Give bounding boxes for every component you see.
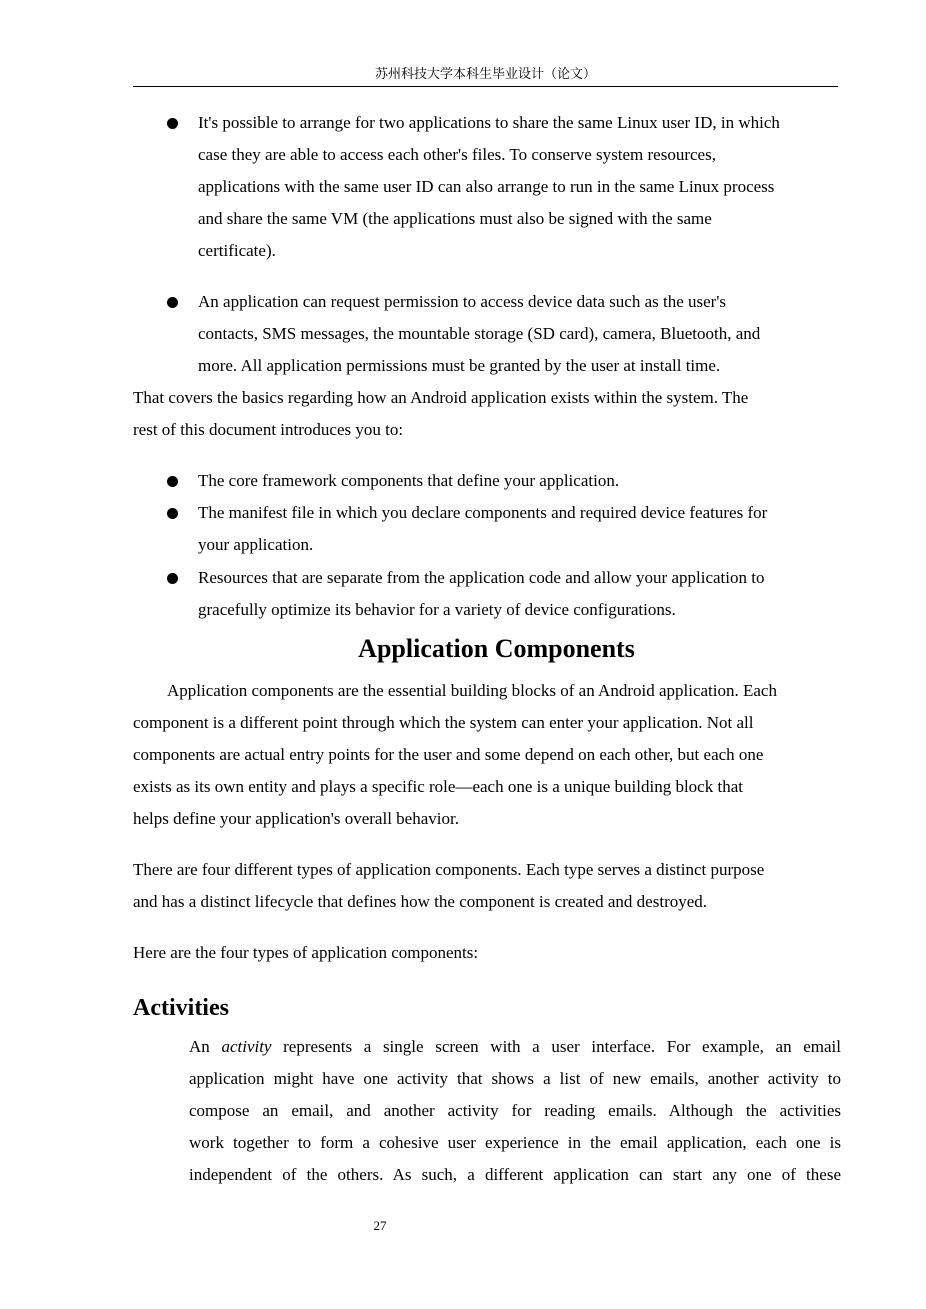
paragraph-line: and has a distinct lifecycle that defines how the component is created and destroyed. <box>133 892 708 911</box>
paragraph-line: rest of this document introduces you to: <box>133 420 404 439</box>
bullet-icon <box>167 508 178 519</box>
paragraph-line: component is a different point through which the system can enter your application. Not all <box>133 713 754 732</box>
paragraph-line: There are four different types of application components. Each type serves a distinct purpose <box>133 860 765 879</box>
bullet-text-line: your application. <box>198 535 314 554</box>
bullet-text-line: contacts, SMS messages, the mountable storage (SD card), camera, Bluetooth, and <box>198 324 761 343</box>
activities-line: application might have one activity that shows a list of new emails, another activity to <box>189 1069 841 1088</box>
bullet-text-line: gracefully optimize its behavior for a variety of device configurations. <box>198 600 676 619</box>
bullet-text-line: and share the same VM (the applications must also be signed with the same <box>198 209 712 228</box>
paragraph-line: components are actual entry points for the user and some depend on each other, but each one <box>133 745 764 764</box>
page-number: 27 <box>373 1218 387 1233</box>
paragraph-line: exists as its own entity and plays a specific role—each one is a unique building block that <box>133 777 743 796</box>
page-header: 苏州科技大学本科生毕业设计（论文） <box>374 66 596 81</box>
paragraph-line: Here are the four types of application components: <box>133 943 479 962</box>
activities-line: work together to form a cohesive user experience in the email application, each one is <box>189 1133 841 1152</box>
bullet-text-line: Resources that are separate from the application code and allow your application to <box>198 568 765 587</box>
bullet-icon <box>167 476 178 487</box>
bullet-text-line: An application can request permission to access device data such as the user's <box>198 292 726 311</box>
bullet-text-line: case they are able to access each other's files. To conserve system resources, <box>198 145 716 164</box>
bullet-text-line: The manifest file in which you declare components and required device features for <box>198 503 768 522</box>
italic-term: activity <box>221 1037 272 1056</box>
section-title: Application Components <box>358 634 635 663</box>
bullet-text-line: It's possible to arrange for two applications to share the same Linux user ID, in which <box>198 113 780 132</box>
text: represents a single screen with a user interface. For example, an email <box>271 1037 841 1056</box>
bullet-text-line: applications with the same user ID can also arrange to run in the same Linux process <box>198 177 775 196</box>
bullet-text-line: more. All application permissions must be granted by the user at install time. <box>198 356 721 375</box>
activities-line: compose an email, and another activity for reading emails. Although the activities <box>189 1101 841 1120</box>
bullet-text-line: The core framework components that define your application. <box>198 471 620 490</box>
paragraph-line: That covers the basics regarding how an Android application exists within the system. The <box>133 388 749 407</box>
bullet-icon <box>167 573 178 584</box>
bullet-icon <box>167 297 178 308</box>
subsection-title-activities: Activities <box>133 995 229 1021</box>
bullet-icon <box>167 118 178 129</box>
text: An <box>189 1037 222 1056</box>
activities-line: independent of the others. As such, a different application can start any one of these <box>189 1165 841 1184</box>
paragraph-line: Application components are the essential building blocks of an Android application. Each <box>167 681 777 700</box>
bullet-text-line: certificate). <box>198 241 276 260</box>
header-rule <box>133 86 838 87</box>
activities-line <box>189 1031 841 1063</box>
paragraph-line: helps define your application's overall behavior. <box>133 809 459 828</box>
